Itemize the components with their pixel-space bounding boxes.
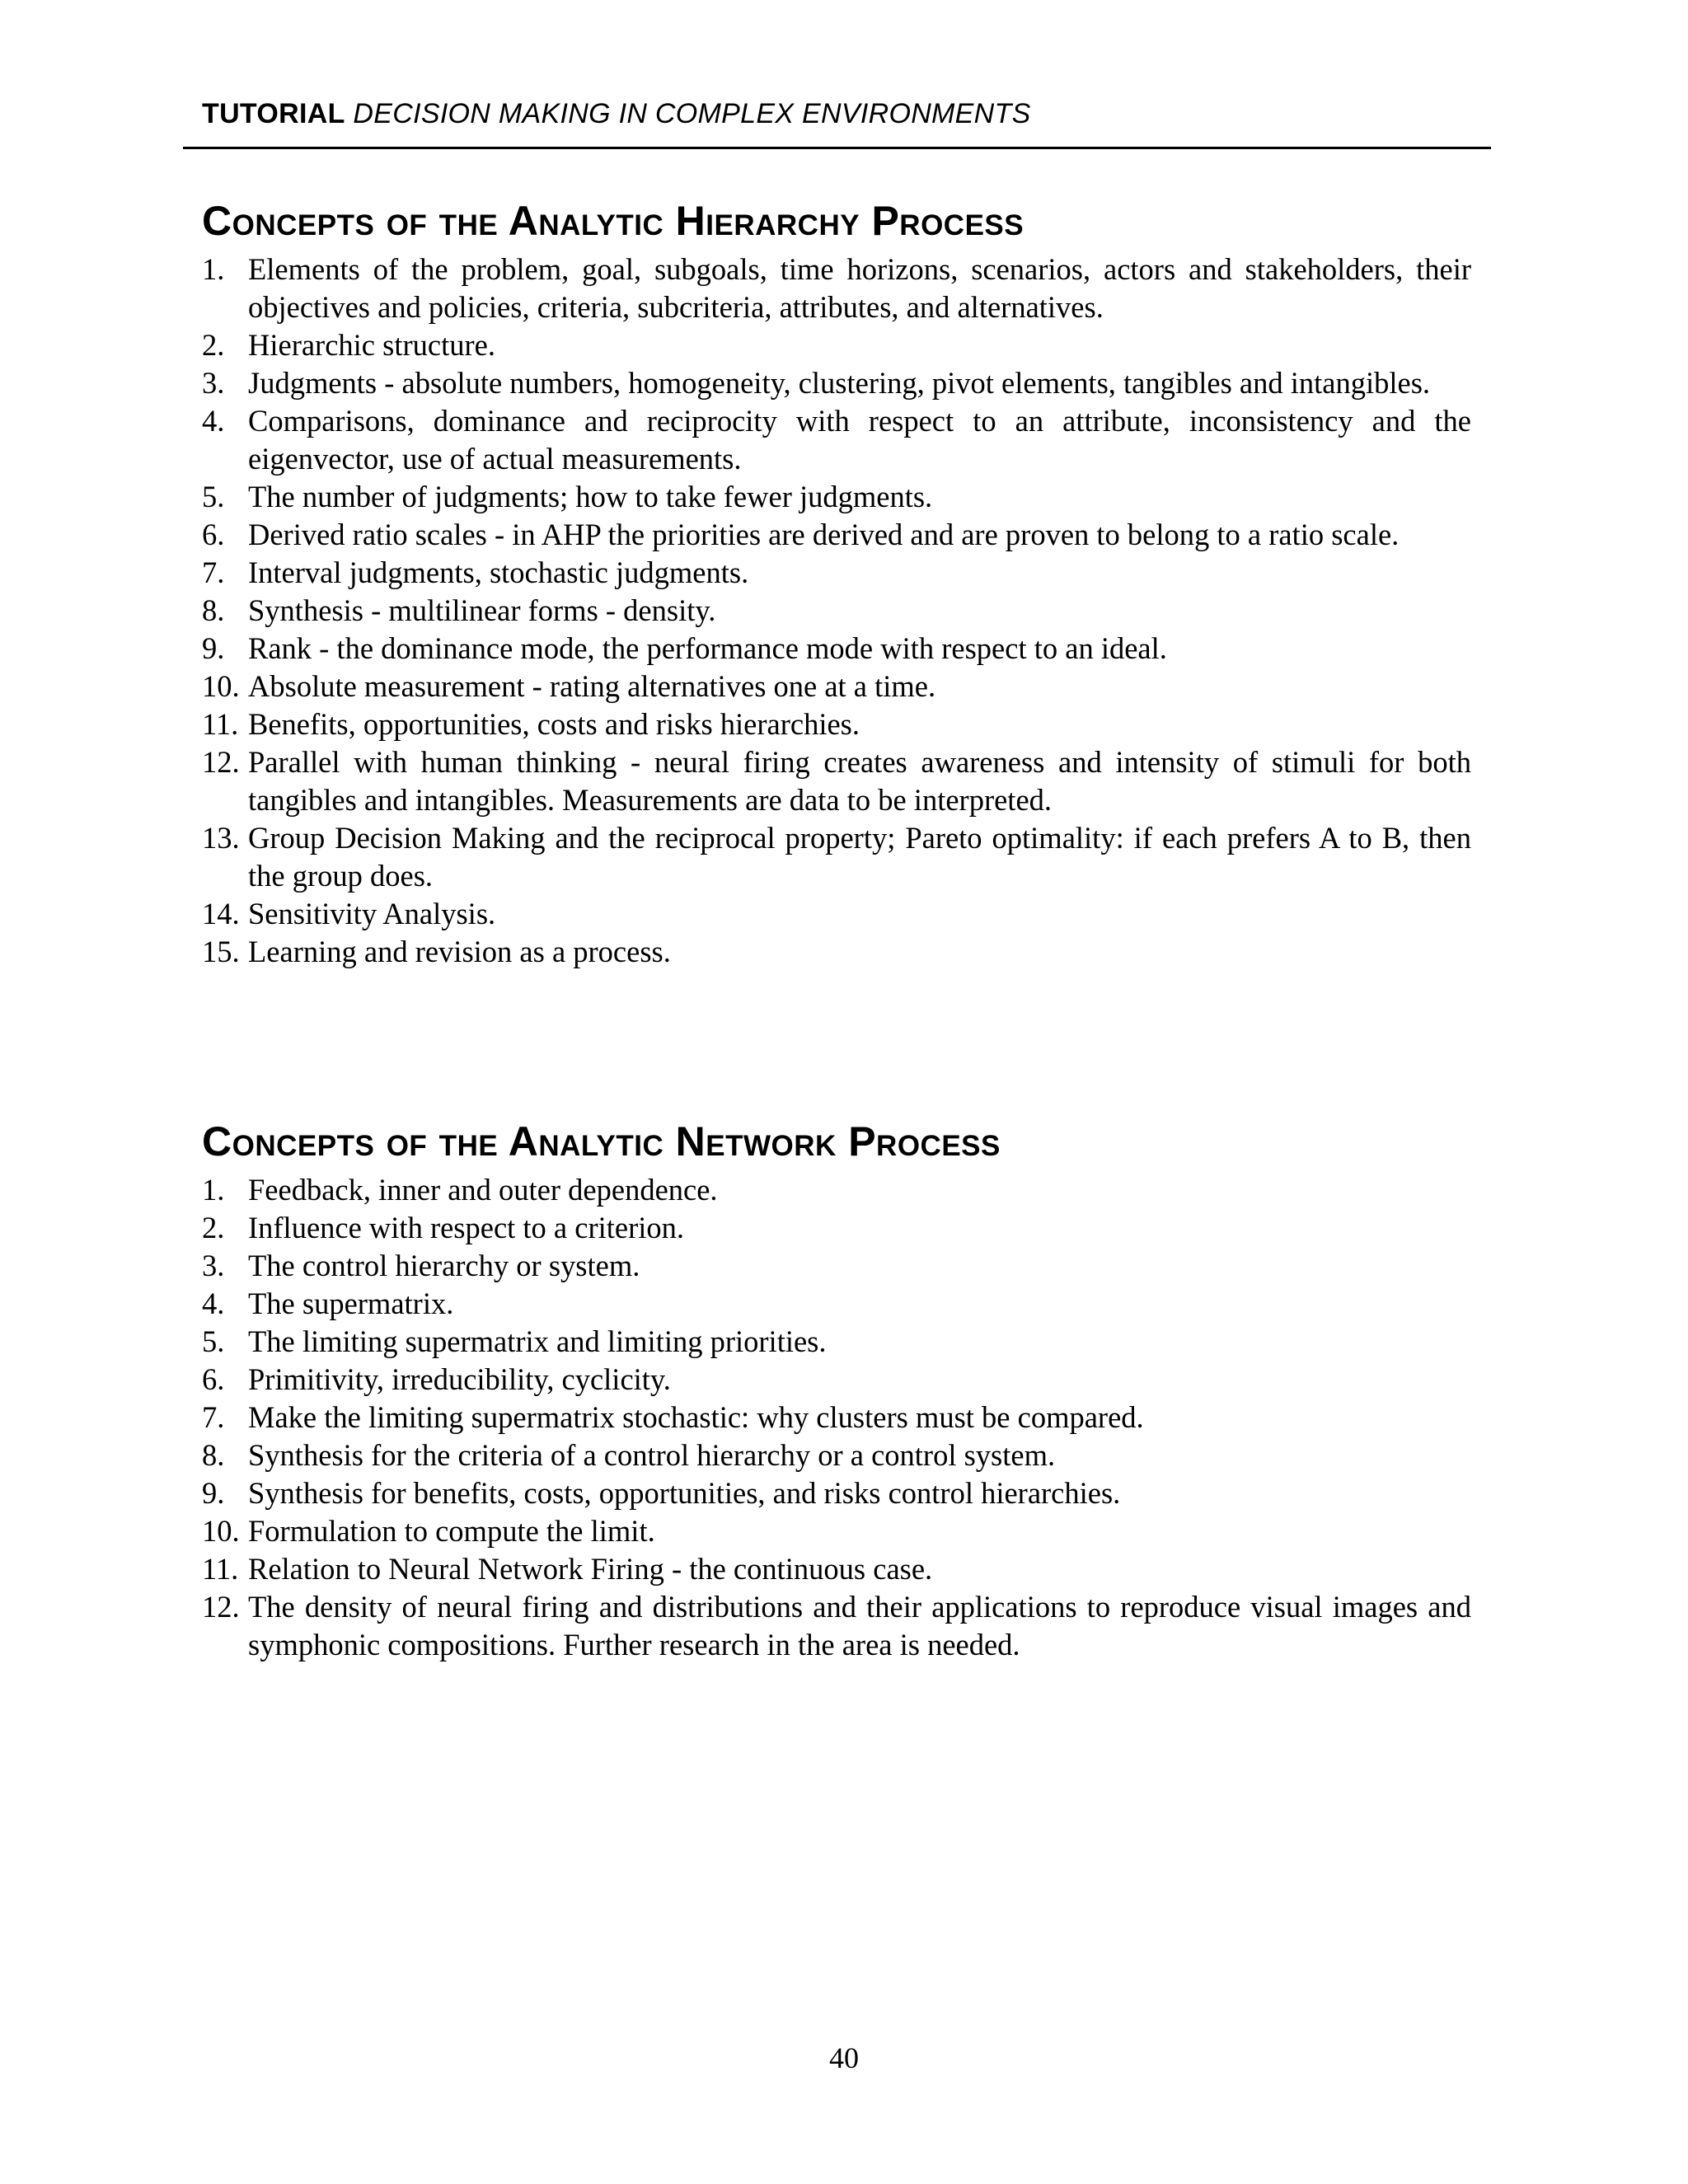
item-text: Formulation to compute the limit.	[248, 1514, 655, 1548]
item-number: 9.	[202, 1476, 225, 1510]
section-ahp-concepts	[202, 196, 1471, 971]
item-number: 4.	[202, 1286, 225, 1320]
item-number: 6.	[202, 1362, 225, 1396]
item-number: 7.	[202, 1400, 225, 1434]
item-text: Interval judgments, stochastic judgments.	[248, 555, 749, 589]
item-number: 13.	[202, 821, 240, 855]
list-item	[202, 251, 1471, 326]
item-text: Judgments - absolute numbers, homogeneity, clustering, pivot elements, tangibles and intangibles.	[248, 366, 1431, 400]
list-item	[202, 364, 1471, 402]
list-item	[202, 1285, 1471, 1323]
list-item	[202, 895, 1471, 933]
list-item	[202, 1323, 1471, 1361]
list-item	[202, 1474, 1471, 1512]
item-text: Derived ratio scales - in AHP the priorities are derived and are proven to belong to a ratio scale.	[248, 518, 1400, 551]
item-text: Feedback, inner and outer dependence.	[248, 1173, 718, 1207]
list-item	[202, 1247, 1471, 1285]
item-number: 2.	[202, 1211, 225, 1244]
item-text: Elements of the problem, goal, subgoals, time horizons, scenarios, actors and stakeholders, their objectives and policies, criteria, subcriteria, attributes, and alternatives.	[248, 252, 1471, 324]
list-item	[202, 478, 1471, 516]
item-number: 1.	[202, 1173, 225, 1207]
header-rule	[183, 147, 1491, 149]
item-text: Group Decision Making and the reciprocal property; Pareto optimality: if each prefers A to B, then the group does.	[248, 821, 1471, 893]
item-number: 9.	[202, 631, 225, 665]
item-number: 3.	[202, 366, 225, 400]
page-number: 40	[829, 2041, 859, 2074]
list-item	[202, 630, 1471, 668]
item-text: The density of neural firing and distributions and their applications to reproduce visual images and symphonic compositions. Further research in the area is needed.	[248, 1590, 1471, 1661]
list-item	[202, 402, 1471, 478]
list-item	[202, 933, 1471, 971]
list-item	[202, 705, 1471, 743]
item-text: Relation to Neural Network Firing - the continuous case.	[248, 1552, 933, 1586]
item-number: 8.	[202, 593, 225, 627]
item-number: 15.	[202, 935, 240, 968]
item-number: 12.	[202, 745, 240, 779]
item-text: Make the limiting supermatrix stochastic: why clusters must be compared.	[248, 1400, 1144, 1434]
item-number: 8.	[202, 1438, 225, 1472]
list-item	[202, 1588, 1471, 1664]
running-header	[202, 97, 1031, 130]
item-number: 5.	[202, 480, 225, 513]
section-title-anp: Concepts of the Analytic Network Process	[202, 1118, 1001, 1165]
item-text: Hierarchic structure.	[248, 328, 495, 362]
item-text: The control hierarchy or system.	[248, 1249, 640, 1282]
item-text: Synthesis for benefits, costs, opportunities, and risks control hierarchies.	[248, 1476, 1121, 1510]
item-number: 1.	[202, 252, 225, 286]
item-number: 6.	[202, 518, 225, 551]
item-text: Sensitivity Analysis.	[248, 897, 496, 930]
item-text: Benefits, opportunities, costs and risks hierarchies.	[248, 707, 860, 741]
section-anp-concepts	[202, 1117, 1471, 1664]
item-text: Primitivity, irreducibility, cyclicity.	[248, 1362, 671, 1396]
item-text: Synthesis for the criteria of a control hierarchy or a control system.	[248, 1438, 1056, 1472]
item-number: 10.	[202, 1514, 240, 1548]
list-item	[202, 554, 1471, 592]
list-item	[202, 516, 1471, 554]
running-header-title: DECISION MAKING IN COMPLEX ENVIRONMENTS	[353, 98, 1031, 129]
list-item	[202, 1399, 1471, 1436]
list-item	[202, 1550, 1471, 1588]
list-item	[202, 743, 1471, 819]
list-item	[202, 1512, 1471, 1550]
item-number: 11.	[202, 1552, 239, 1586]
item-number: 5.	[202, 1324, 225, 1358]
list-item	[202, 1209, 1471, 1247]
item-text: Influence with respect to a criterion.	[248, 1211, 685, 1244]
list-item	[202, 592, 1471, 630]
running-header-label: TUTORIAL	[202, 98, 345, 129]
item-text: Synthesis - multilinear forms - density.	[248, 593, 716, 627]
item-number: 4.	[202, 404, 225, 438]
item-number: 12.	[202, 1590, 240, 1624]
section-title-ahp: Concepts of the Analytic Hierarchy Process	[202, 198, 1025, 244]
item-text: Comparisons, dominance and reciprocity with respect to an attribute, inconsistency and the eigenvector, use of actual measurements.	[248, 404, 1471, 476]
item-text: The supermatrix.	[248, 1286, 454, 1320]
item-text: Learning and revision as a process.	[248, 935, 671, 968]
list-item	[202, 819, 1471, 895]
item-number: 7.	[202, 555, 225, 589]
list-item	[202, 1436, 1471, 1474]
list-item	[202, 668, 1471, 705]
item-number: 2.	[202, 328, 225, 362]
anp-concepts-list	[202, 1171, 1471, 1664]
item-number: 14.	[202, 897, 240, 930]
item-text: Parallel with human thinking - neural firing creates awareness and intensity of stimuli for both tangibles and intangibles. Measurements are data to be interpreted.	[248, 745, 1471, 817]
list-item	[202, 326, 1471, 364]
list-item	[202, 1171, 1471, 1209]
item-text: Rank - the dominance mode, the performance mode with respect to an ideal.	[248, 631, 1167, 665]
item-text: The limiting supermatrix and limiting priorities.	[248, 1324, 827, 1358]
ahp-concepts-list	[202, 251, 1471, 971]
item-text: The number of judgments; how to take fewer judgments.	[248, 480, 933, 513]
item-number: 3.	[202, 1249, 225, 1282]
item-text: Absolute measurement - rating alternatives one at a time.	[248, 669, 936, 703]
item-number: 11.	[202, 707, 239, 741]
item-number: 10.	[202, 669, 240, 703]
list-item	[202, 1361, 1471, 1399]
